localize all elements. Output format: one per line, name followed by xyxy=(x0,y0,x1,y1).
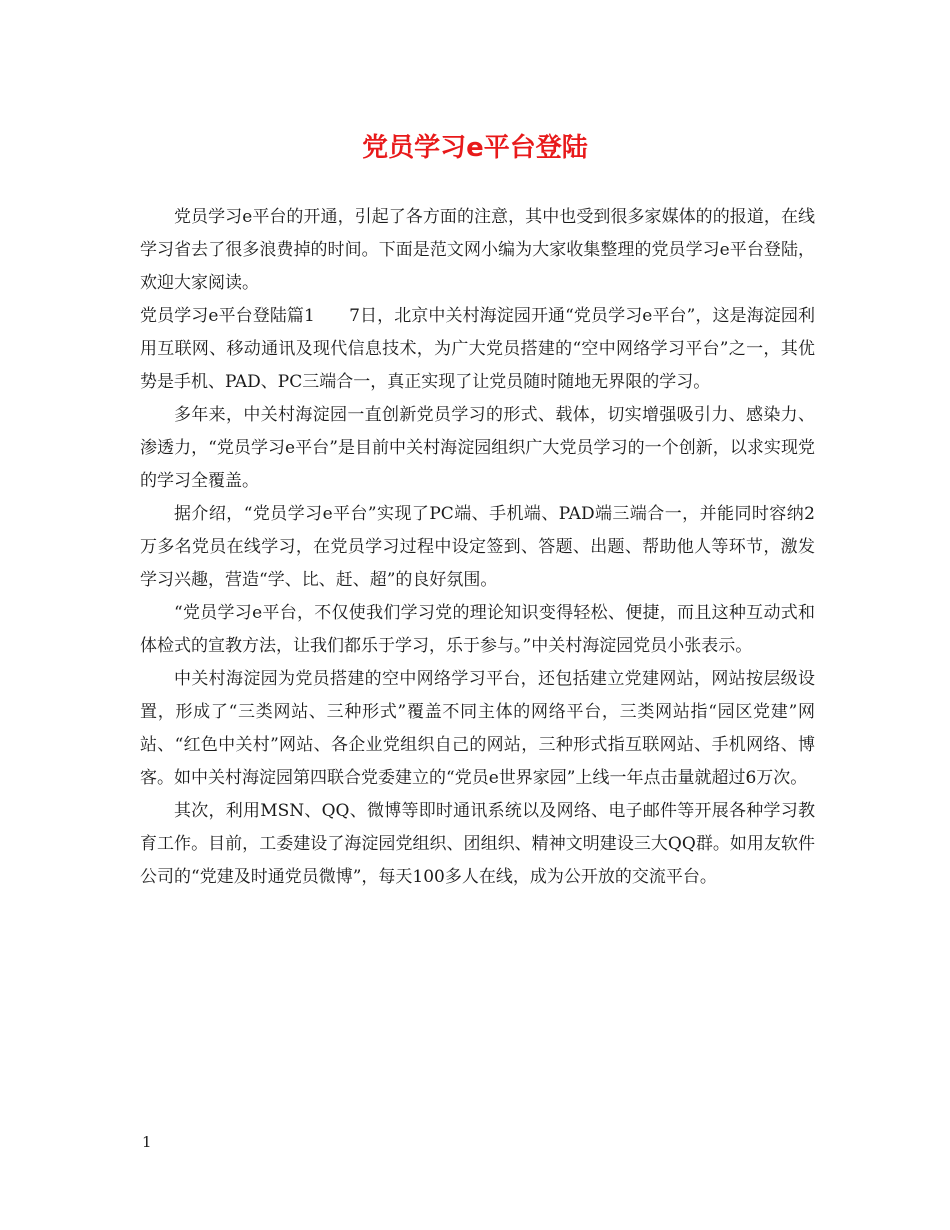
document-body xyxy=(140,201,815,894)
paragraph-section-1: 党员学习e平台登陆篇1 7日，北京中关村海淀园开通“党员学习e平台”，这是海淀园利用互联网、移动通讯及现代信息技术，为广大党员搭建的“空中网络学习平台”之一，其优势是手机、PAD、PC三端合一，真正实现了让党员随时随地无界限的学习。 xyxy=(140,306,815,392)
page-number: 1 xyxy=(142,1133,152,1151)
paragraph-quote: “党员学习e平台，不仅使我们学习党的理论知识变得轻松、便捷，而且这种互动式和体检式的宣教方法，让我们都乐于学习，乐于参与。”中关村海淀园党员小张表示。 xyxy=(140,603,815,656)
paragraph-introduction-details: 据介绍，“党员学习e平台”实现了PC端、手机端、PAD端三端合一，并能同时容纳2万多名党员在线学习，在党员学习过程中设定签到、答题、出题、帮助他人等环节，激发学习兴趣，营造“学、比、赶、超”的良好氛围。 xyxy=(140,504,815,590)
paragraph-intro: 党员学习e平台的开通，引起了各方面的注意，其中也受到很多家媒体的的报道，在线学习省去了很多浪费掉的时间。下面是范文网小编为大家收集整理的党员学习e平台登陆，欢迎大家阅读。 xyxy=(140,207,815,293)
paragraph-instant-messaging: 其次，利用MSN、QQ、微博等即时通讯系统以及网络、电子邮件等开展各种学习教育工作。目前，工委建设了海淀园党组织、团组织、精神文明建设三大QQ群。如用友软件公司的“党建及时通党员微博”，每天100多人在线，成为公开放的交流平台。 xyxy=(140,801,815,887)
document-title: 党员学习e平台登陆 xyxy=(362,133,588,163)
paragraph-innovation: 多年来，中关村海淀园一直创新党员学习的形式、载体，切实增强吸引力、感染力、渗透力，“党员学习e平台”是目前中关村海淀园组织广大党员学习的一个创新，以求实现党的学习全覆盖。 xyxy=(140,405,815,491)
paragraph-websites: 中关村海淀园为党员搭建的空中网络学习平台，还包括建立党建网站，网站按层级设置，形成了“三类网站、三种形式”覆盖不同主体的网络平台，三类网站指“园区党建”网站、“红色中关村”网站、各企业党组织自己的网站，三种形式指互联网站、手机网络、博客。如中关村海淀园第四联合党委建立的“党员e世界家园”上线一年点击量就超过6万次。 xyxy=(140,669,815,788)
